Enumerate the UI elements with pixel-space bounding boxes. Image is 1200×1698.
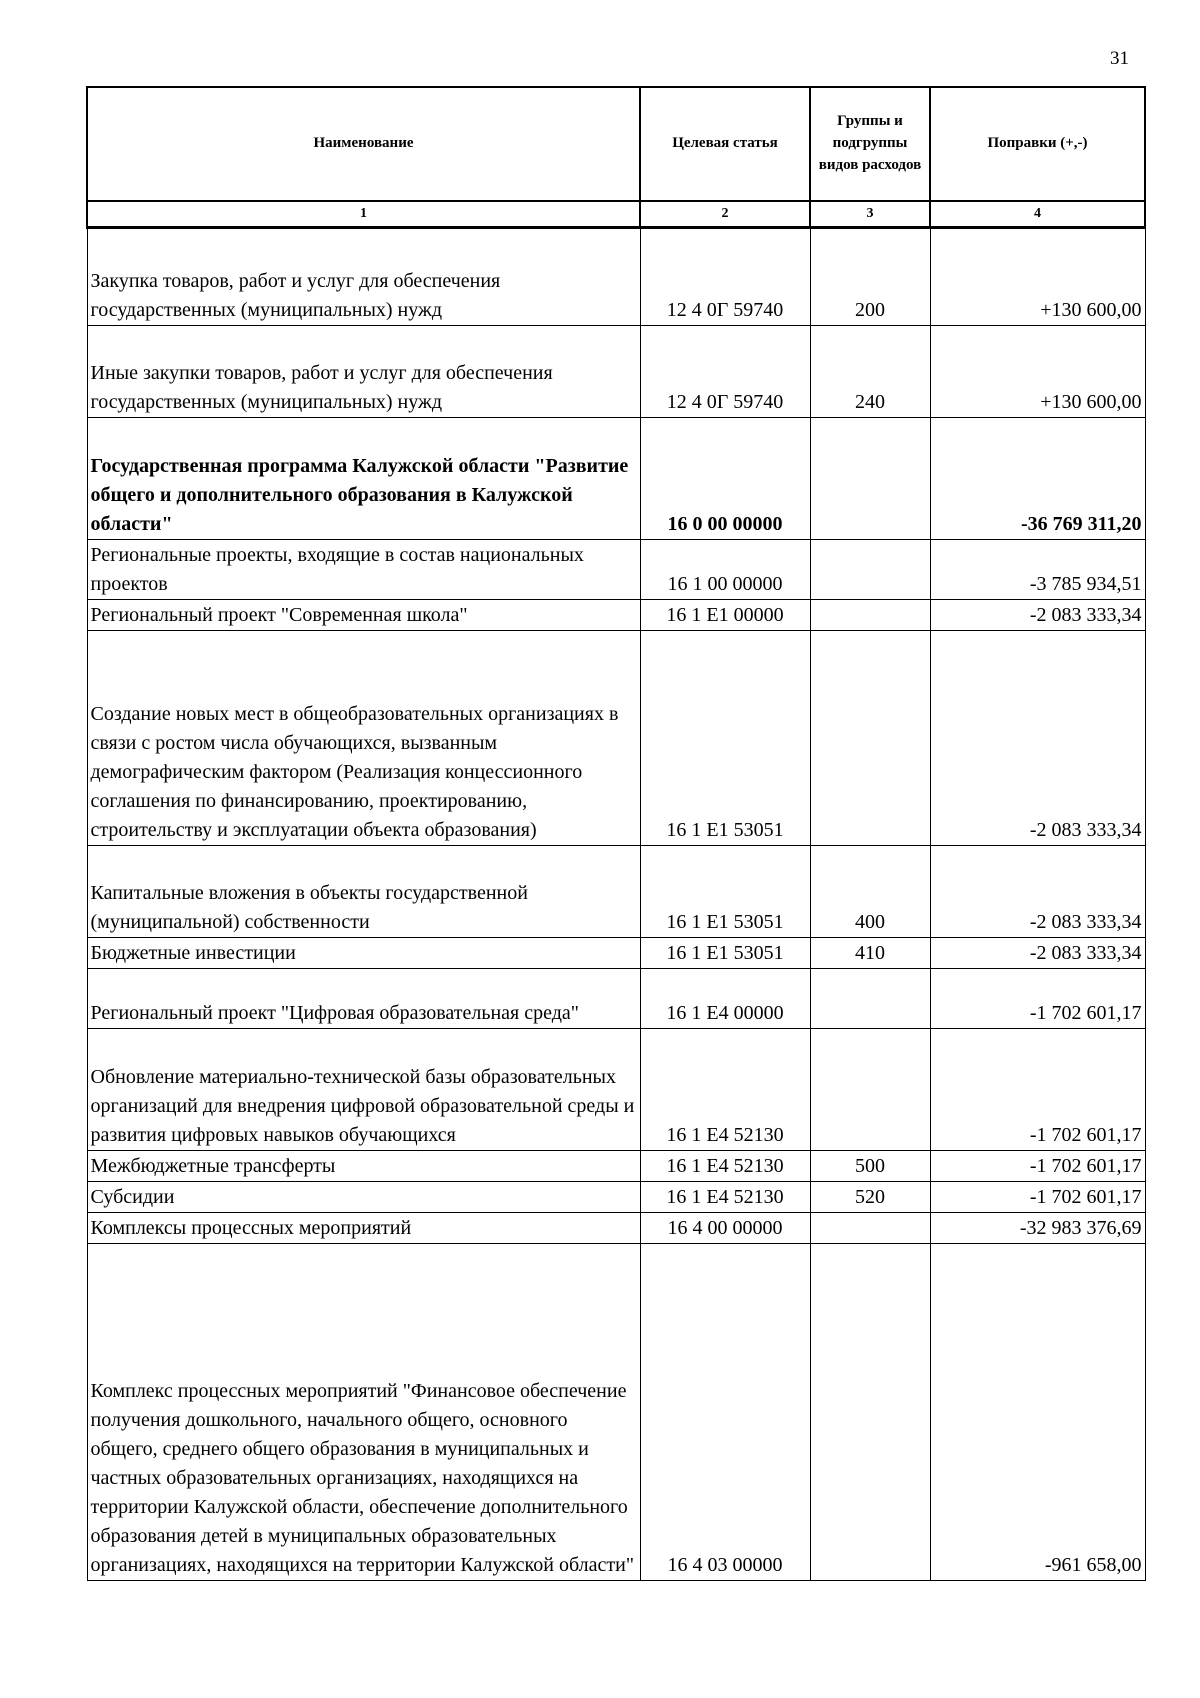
row-amount: +130 600,00 [930,228,1145,326]
row-amount: -2 083 333,34 [930,600,1145,631]
page-number: 31 [1110,48,1129,69]
table-row [87,631,1145,846]
row-group: 410 [810,938,930,969]
row-amount: -32 983 376,69 [930,1213,1145,1244]
row-code: 16 1 E1 00000 [640,600,810,631]
row-code: 16 1 E4 52130 [640,1151,810,1182]
row-name: Бюджетные инвестиции [87,938,640,969]
row-code: 16 0 00 00000 [640,418,810,540]
row-group [810,631,930,846]
table-row [87,600,1145,631]
row-group [810,1029,930,1151]
row-code: 16 1 E4 00000 [640,969,810,1029]
header-name: Наименование [87,87,640,201]
row-group [810,969,930,1029]
row-code: 16 1 00 00000 [640,540,810,600]
row-amount: -2 083 333,34 [930,631,1145,846]
row-name: Создание новых мест в общеобразовательных организациях в связи с ростом числа обучающихся, вызванным демографическим фактором (Реализация концессионного соглашения по финансированию, проектированию, строительству и эксплуатации объекта образования) [87,631,640,846]
table-row [87,1029,1145,1151]
row-group [810,418,930,540]
row-amount: -961 658,00 [930,1244,1145,1581]
table-row [87,938,1145,969]
header-target-article: Целевая статья [640,87,810,201]
row-code: 16 1 E1 53051 [640,846,810,938]
row-name: Комплекс процессных мероприятий "Финансовое обеспечение получения дошкольного, начального общего, основного общего, среднего общего образования в муниципальных и частных образовательных организациях, находящихся на территории Калужской области, обеспечение дополнительного образования детей в муниципальных образовательных организациях, находящихся на территории Калужской области" [87,1244,640,1581]
row-amount: -2 083 333,34 [930,846,1145,938]
table-row [87,1182,1145,1213]
row-code: 16 4 00 00000 [640,1213,810,1244]
header-expense-groups: Группы и подгруппы видов расходов [810,87,930,201]
row-amount: -36 769 311,20 [930,418,1145,540]
row-code: 12 4 0Г 59740 [640,228,810,326]
row-group [810,1244,930,1581]
row-group [810,1213,930,1244]
row-group: 400 [810,846,930,938]
row-group: 500 [810,1151,930,1182]
table-row [87,846,1145,938]
row-name: Обновление материально-технической базы образовательных организаций для внедрения цифровой образовательной среды и развития цифровых навыков обучающихся [87,1029,640,1151]
budget-amendments-table [86,86,1146,1581]
table-row [87,1213,1145,1244]
row-code: 16 1 E4 52130 [640,1182,810,1213]
column-number-2: 2 [640,201,810,228]
row-group: 520 [810,1182,930,1213]
row-group: 240 [810,326,930,418]
row-amount: -1 702 601,17 [930,1182,1145,1213]
column-number-1: 1 [87,201,640,228]
table-row [87,540,1145,600]
table-row [87,418,1145,540]
column-number-4: 4 [930,201,1145,228]
row-group [810,600,930,631]
row-code: 16 1 E1 53051 [640,631,810,846]
row-name: Закупка товаров, работ и услуг для обеспечения государственных (муниципальных) нужд [87,228,640,326]
row-name: Межбюджетные трансферты [87,1151,640,1182]
column-number-3: 3 [810,201,930,228]
row-amount: -1 702 601,17 [930,969,1145,1029]
row-name: Иные закупки товаров, работ и услуг для обеспечения государственных (муниципальных) нужд [87,326,640,418]
table-row [87,228,1145,326]
row-name: Региональный проект "Цифровая образовательная среда" [87,969,640,1029]
row-amount: +130 600,00 [930,326,1145,418]
table-row [87,969,1145,1029]
table-header [87,87,1145,228]
row-name: Комплексы процессных мероприятий [87,1213,640,1244]
header-amendments: Поправки (+,-) [930,87,1145,201]
row-code: 16 1 E1 53051 [640,938,810,969]
row-group: 200 [810,228,930,326]
row-group [810,540,930,600]
row-name: Субсидии [87,1182,640,1213]
table-row [87,1244,1145,1581]
row-amount: -3 785 934,51 [930,540,1145,600]
row-name: Региональные проекты, входящие в состав национальных проектов [87,540,640,600]
row-name: Региональный проект "Современная школа" [87,600,640,631]
row-amount: -1 702 601,17 [930,1151,1145,1182]
row-name: Государственная программа Калужской области "Развитие общего и дополнительного образования в Калужской области" [87,418,640,540]
row-code: 16 4 03 00000 [640,1244,810,1581]
row-code: 12 4 0Г 59740 [640,326,810,418]
row-amount: -1 702 601,17 [930,1029,1145,1151]
row-amount: -2 083 333,34 [930,938,1145,969]
table-row [87,326,1145,418]
row-name: Капитальные вложения в объекты государственной (муниципальной) собственности [87,846,640,938]
table-row [87,1151,1145,1182]
row-code: 16 1 E4 52130 [640,1029,810,1151]
